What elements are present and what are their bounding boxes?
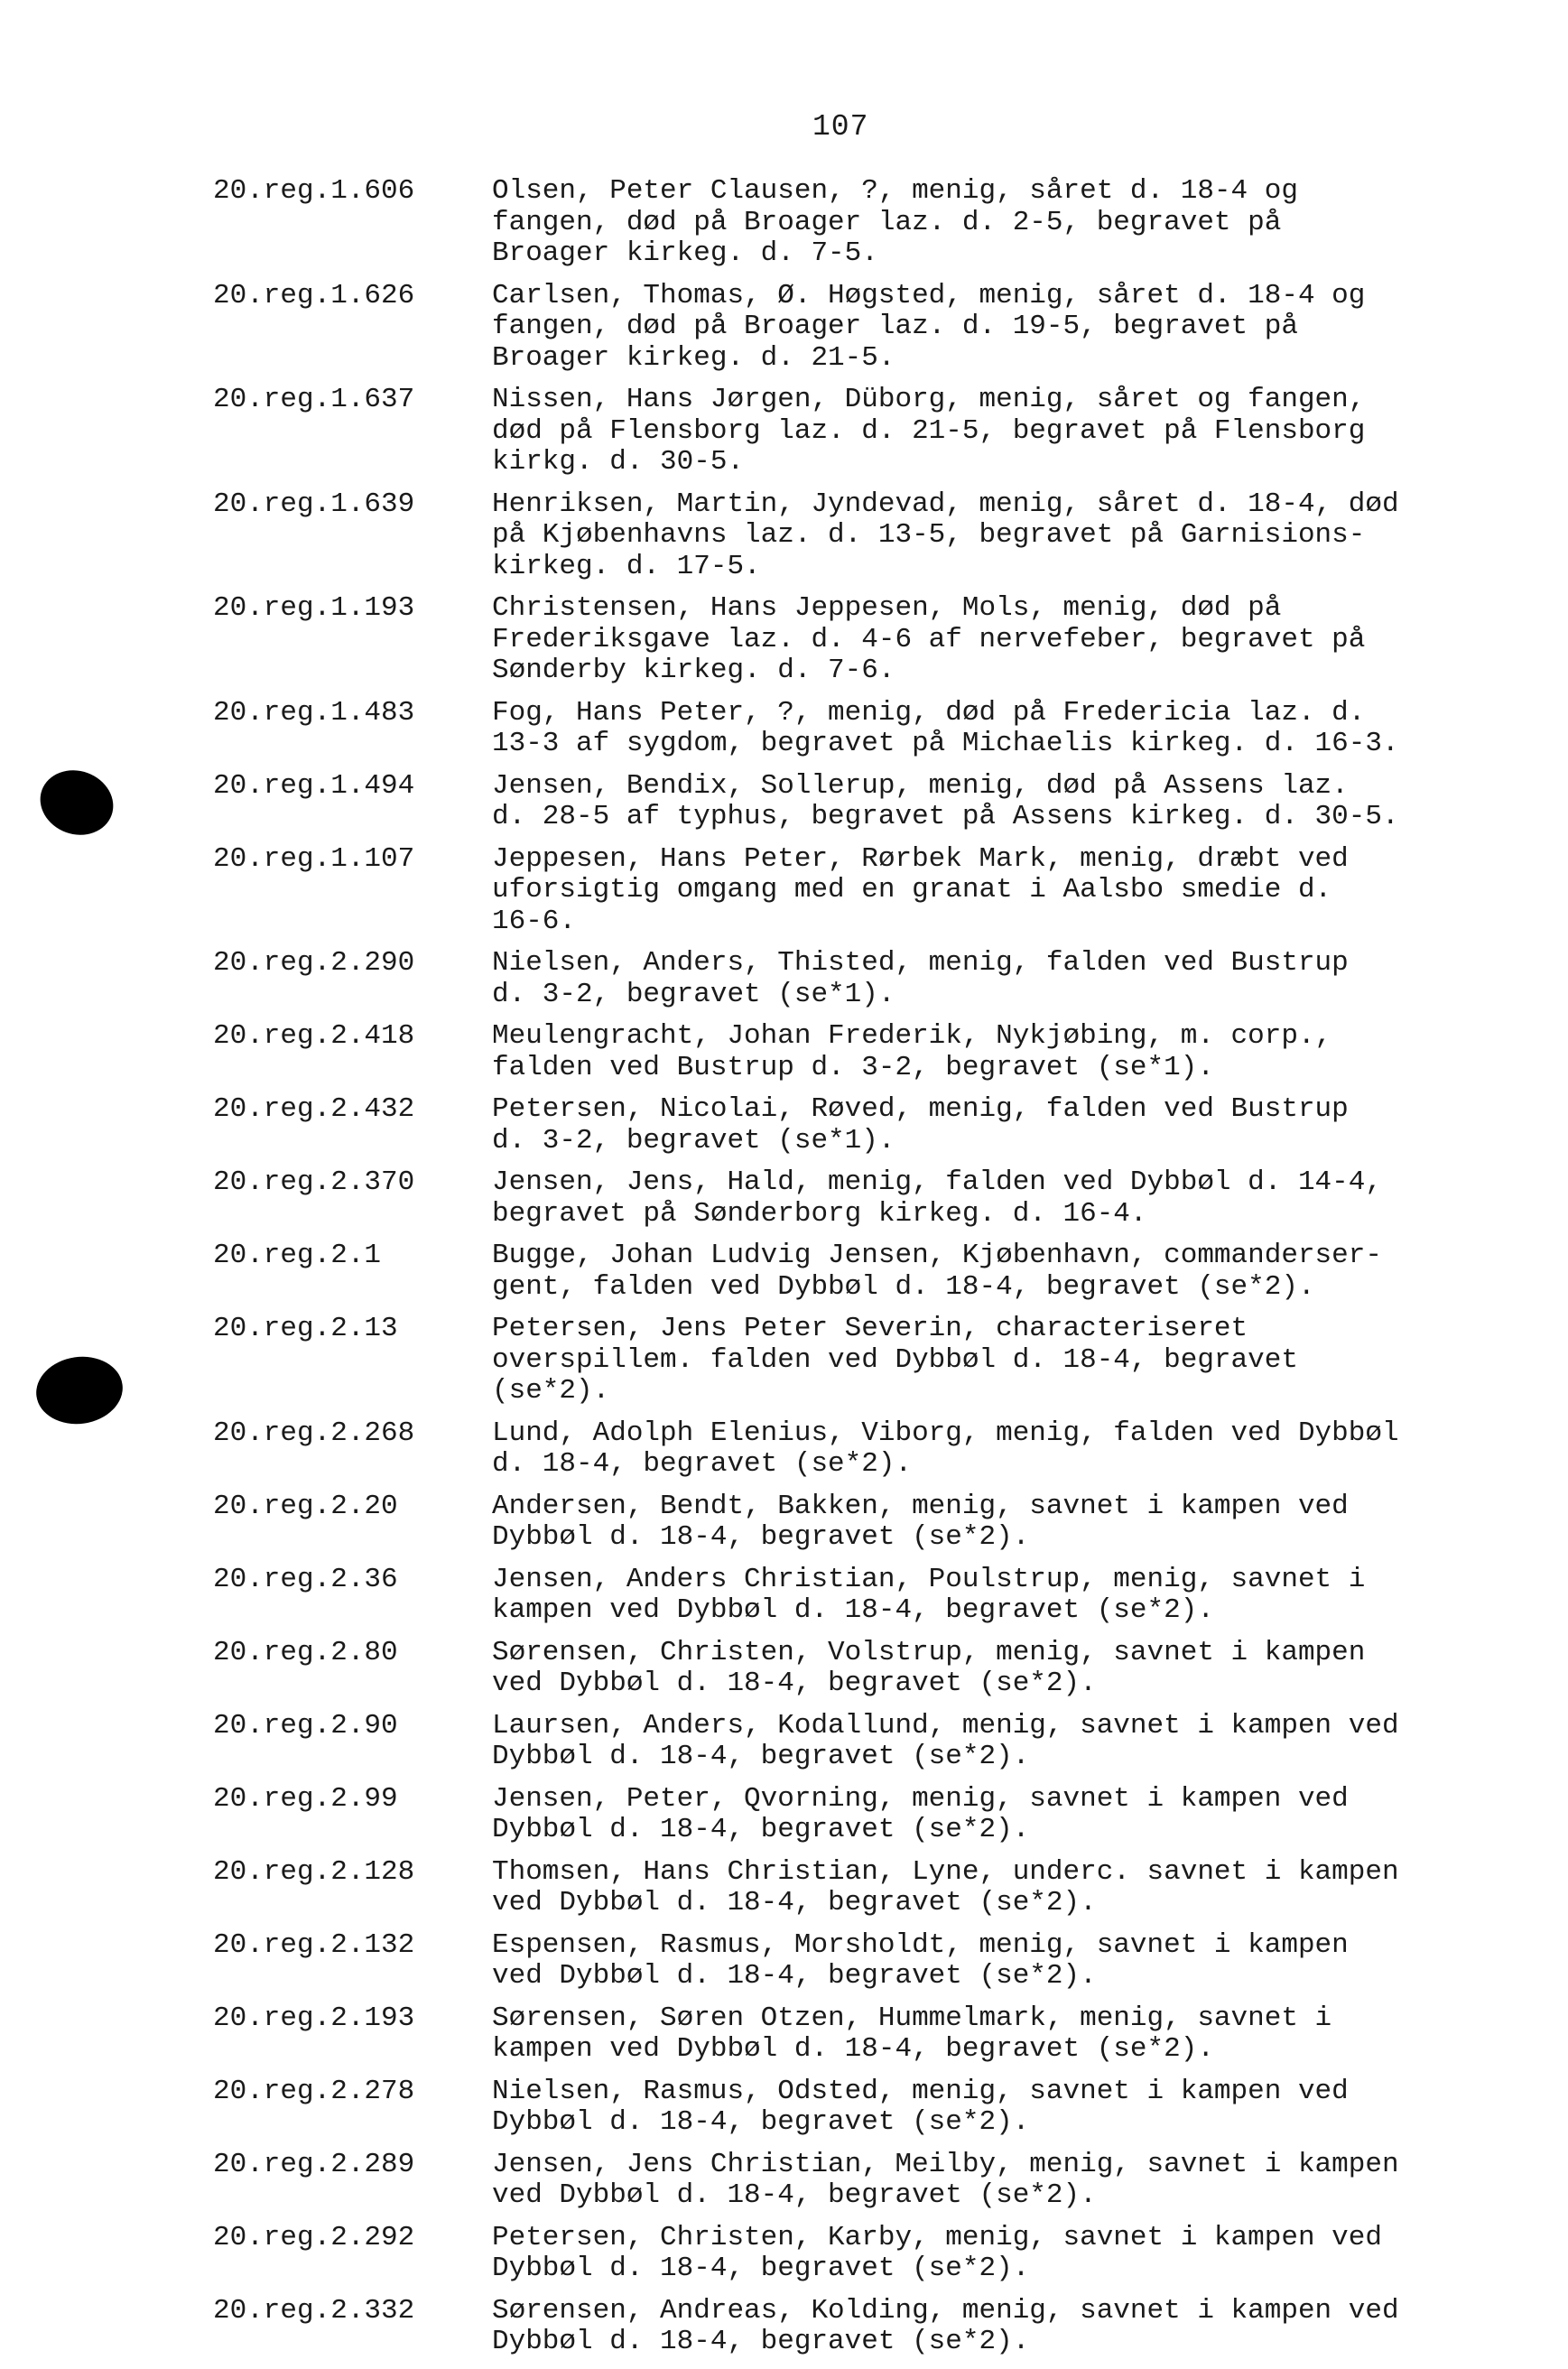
entry-register-number: 20.reg.1.193 [213, 592, 415, 624]
register-entry [0, 1314, 1568, 1407]
register-entry [0, 1021, 1568, 1083]
entry-register-number: 20.reg.2.290 [213, 947, 415, 979]
entry-register-number: 20.reg.2.36 [213, 1563, 398, 1595]
entry-register-number: 20.reg.2.13 [213, 1313, 398, 1344]
entry-description: Carlsen, Thomas, Ø. Høgsted, menig, såret d. 18-4 og fangen, død på Broager laz. d. 19-5, begravet på Broager kirkeg. d. 21-5. [492, 279, 1366, 374]
entry-description: Jeppesen, Hans Peter, Rørbek Mark, menig, dræbt ved uforsigtig omgang med en granat i Aalsbo smedie d. 16-6. [492, 842, 1349, 937]
entry-register-number: 20.reg.2.292 [213, 2221, 415, 2253]
entry-register-number: 20.reg.2.289 [213, 2148, 415, 2180]
entry-description: Lund, Adolph Elenius, Viborg, menig, falden ved Dybbøl d. 18-4, begravet (se*2). [492, 1417, 1399, 1480]
entry-description: Christensen, Hans Jeppesen, Mols, menig, død på Frederiksgave laz. d. 4-6 af nervefeber, begravet på Sønderby kirkeg. d. 7-6. [492, 592, 1366, 686]
page-number: 107 [812, 110, 869, 144]
entry-description: Jensen, Anders Christian, Poulstrup, menig, savnet i kampen ved Dybbøl d. 18-4, begravet (se*2). [492, 1563, 1366, 1626]
entry-description: Bugge, Johan Ludvig Jensen, Kjøbenhavn, commanderser- gent, falden ved Dybbøl d. 18-4, begravet (se*2). [492, 1240, 1382, 1303]
register-entry-list [0, 176, 1568, 2369]
register-entry [0, 281, 1568, 375]
entry-register-number: 20.reg.2.418 [213, 1020, 415, 1052]
entry-register-number: 20.reg.2.193 [213, 2002, 415, 2034]
entry-description: Jensen, Bendix, Sollerup, menig, død på Assens laz. d. 28-5 af typhus, begravet på Assens kirkeg. d. 30-5. [492, 769, 1399, 832]
entry-description: Espensen, Rasmus, Morsholdt, menig, savnet i kampen ved Dybbøl d. 18-4, begravet (se*2). [492, 1928, 1349, 1992]
register-entry [0, 1638, 1568, 1700]
entry-description: Fog, Hans Peter, ?, menig, død på Fredericia laz. d. 13-3 af sygdom, begravet på Michaelis kirkeg. d. 16-3. [492, 696, 1399, 759]
entry-description: Henriksen, Martin, Jyndevad, menig, såret d. 18-4, død på Kjøbenhavns laz. d. 13-5, begravet på Garnisions- kirkeg. d. 17-5. [492, 488, 1399, 582]
register-entry [0, 2296, 1568, 2358]
entry-description: Andersen, Bendt, Bakken, menig, savnet i kampen ved Dybbøl d. 18-4, begravet (se*2). [492, 1490, 1349, 1553]
register-entry [0, 1784, 1568, 1846]
register-entry [0, 2076, 1568, 2139]
register-entry [0, 1565, 1568, 1627]
register-entry [0, 1167, 1568, 1230]
register-entry [0, 1711, 1568, 1773]
register-entry [0, 1094, 1568, 1157]
entry-description: Jensen, Peter, Qvorning, menig, savnet i kampen ved Dybbøl d. 18-4, begravet (se*2). [492, 1782, 1349, 1845]
register-entry [0, 948, 1568, 1010]
register-entry [0, 1240, 1568, 1303]
entry-description: Nielsen, Anders, Thisted, menig, falden ved Bustrup d. 3-2, begravet (se*1). [492, 947, 1349, 1010]
register-entry [0, 2003, 1568, 2066]
register-entry [0, 2223, 1568, 2285]
entry-register-number: 20.reg.2.1 [213, 1240, 382, 1271]
entry-register-number: 20.reg.2.132 [213, 1928, 415, 1961]
entry-register-number: 20.reg.2.128 [213, 1855, 415, 1888]
register-entry [0, 489, 1568, 583]
register-entry [0, 1857, 1568, 1919]
entry-description: Sørensen, Søren Otzen, Hummelmark, menig, savnet i kampen ved Dybbøl d. 18-4, begravet (se*2). [492, 2002, 1332, 2065]
entry-register-number: 20.reg.1.483 [213, 696, 415, 729]
entry-description: Olsen, Peter Clausen, ?, menig, såret d. 18-4 og fangen, død på Broager laz. d. 2-5, begravet på Broager kirkeg. d. 7-5. [492, 175, 1298, 269]
entry-register-number: 20.reg.1.637 [213, 384, 415, 415]
entry-register-number: 20.reg.1.494 [213, 769, 415, 802]
entry-register-number: 20.reg.1.606 [213, 175, 415, 207]
register-entry [0, 385, 1568, 478]
entry-register-number: 20.reg.1.639 [213, 488, 415, 520]
register-entry [0, 2150, 1568, 2212]
entry-register-number: 20.reg.2.99 [213, 1782, 398, 1815]
entry-register-number: 20.reg.2.268 [213, 1417, 415, 1449]
register-entry [0, 593, 1568, 687]
register-entry [0, 844, 1568, 938]
entry-register-number: 20.reg.2.432 [213, 1093, 415, 1125]
entry-description: Laursen, Anders, Kodallund, menig, savnet i kampen ved Dybbøl d. 18-4, begravet (se*2). [492, 1709, 1399, 1772]
entry-description: Jensen, Jens Christian, Meilby, menig, savnet i kampen ved Dybbøl d. 18-4, begravet (se*2). [492, 2148, 1399, 2211]
entry-register-number: 20.reg.2.90 [213, 1709, 398, 1742]
entry-description: Jensen, Jens, Hald, menig, falden ved Dybbøl d. 14-4, begravet på Sønderborg kirkeg. d. 16-4. [492, 1166, 1382, 1230]
register-entry [0, 176, 1568, 270]
entry-description: Petersen, Christen, Karby, menig, savnet i kampen ved Dybbøl d. 18-4, begravet (se*2). [492, 2221, 1382, 2284]
entry-description: Sørensen, Christen, Volstrup, menig, savnet i kampen ved Dybbøl d. 18-4, begravet (se*2). [492, 1636, 1366, 1699]
entry-register-number: 20.reg.1.107 [213, 842, 415, 875]
entry-description: Petersen, Jens Peter Severin, characteriseret overspillem. falden ved Dybbøl d. 18-4, begravet (se*2). [492, 1313, 1298, 1407]
entry-description: Nissen, Hans Jørgen, Düborg, menig, såret og fangen, død på Flensborg laz. d. 21-5, begravet på Flensborg kirkg. d. 30-5. [492, 384, 1366, 478]
register-entry [0, 698, 1568, 760]
entry-register-number: 20.reg.2.80 [213, 1636, 398, 1668]
entry-register-number: 20.reg.2.332 [213, 2294, 415, 2327]
register-entry [0, 1930, 1568, 1993]
entry-description: Petersen, Nicolai, Røved, menig, falden ved Bustrup d. 3-2, begravet (se*1). [492, 1093, 1349, 1157]
entry-register-number: 20.reg.2.278 [213, 2075, 415, 2107]
entry-description: Meulengracht, Johan Frederik, Nykjøbing, m. corp., falden ved Bustrup d. 3-2, begravet (se*1). [492, 1020, 1332, 1083]
register-entry [0, 771, 1568, 833]
register-entry [0, 1418, 1568, 1481]
entry-register-number: 20.reg.2.20 [213, 1490, 398, 1522]
entry-description: Nielsen, Rasmus, Odsted, menig, savnet i kampen ved Dybbøl d. 18-4, begravet (se*2). [492, 2075, 1349, 2138]
register-entry [0, 1491, 1568, 1554]
entry-description: Thomsen, Hans Christian, Lyne, underc. savnet i kampen ved Dybbøl d. 18-4, begravet (se*2). [492, 1855, 1399, 1918]
entry-description: Sørensen, Andreas, Kolding, menig, savnet i kampen ved Dybbøl d. 18-4, begravet (se*2). [492, 2294, 1399, 2357]
entry-register-number: 20.reg.2.370 [213, 1166, 415, 1198]
entry-register-number: 20.reg.1.626 [213, 279, 415, 311]
